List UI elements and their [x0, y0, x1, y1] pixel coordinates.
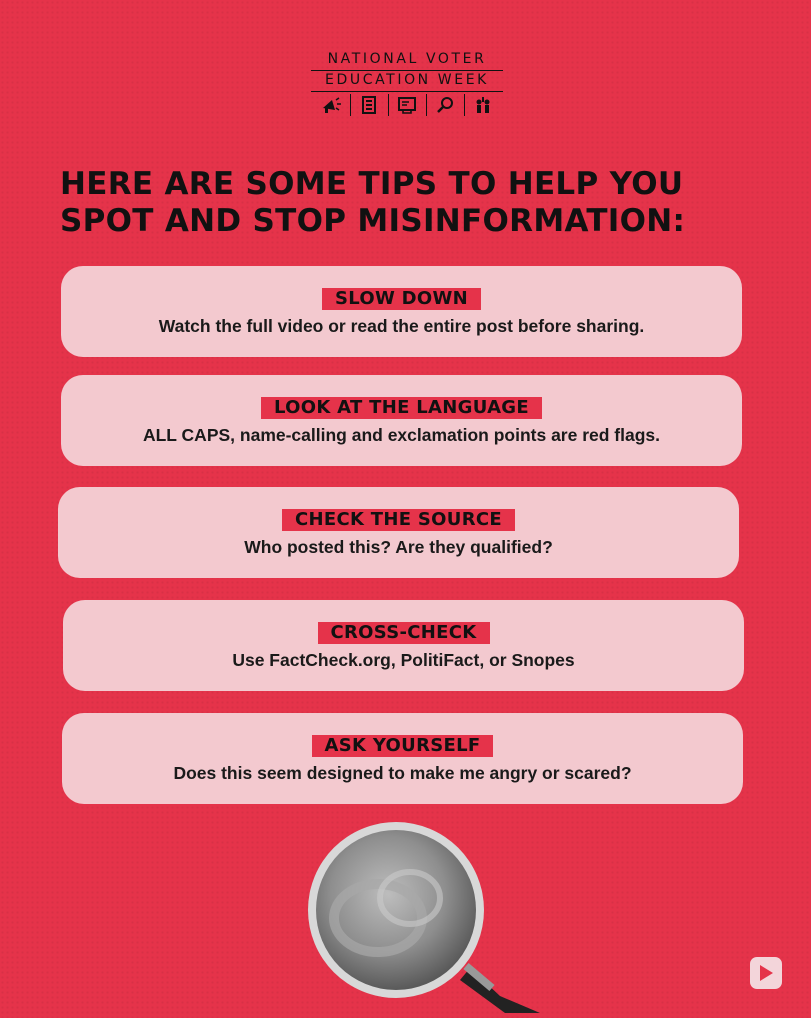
tip-text: Watch the full video or read the entire post before sharing.: [158, 316, 645, 336]
tip-title: LOOK AT THE LANGUAGE: [261, 397, 542, 419]
megaphone-icon: [313, 94, 351, 116]
people-icon: [465, 94, 502, 116]
magnifying-glass-icon: [300, 818, 560, 1018]
headline: HERE ARE SOME TIPS TO HELP YOU SPOT AND STOP MISINFORMATION:: [60, 166, 686, 239]
tip-card-check-source: [58, 487, 739, 578]
tip-text: Use FactCheck.org, PolitiFact, or Snopes: [232, 650, 575, 670]
checklist-icon: [351, 94, 389, 116]
logo-icon-row: [311, 94, 503, 116]
tip-title: SLOW DOWN: [322, 288, 481, 310]
tip-text: Does this seem designed to make me angry or scared?: [173, 763, 632, 783]
tip-text: Who posted this? Are they qualified?: [244, 537, 553, 557]
tip-title: ASK YOURSELF: [312, 735, 494, 757]
tip-card-slow-down: [61, 266, 742, 357]
tip-card-look-at-language: [61, 375, 742, 466]
tip-card-ask-yourself: [62, 713, 743, 804]
tip-text: ALL CAPS, name-calling and exclamation points are red flags.: [142, 425, 661, 445]
ballot-icon: [389, 94, 427, 116]
logo-line-1: NATIONAL VOTER: [311, 50, 503, 71]
tip-card-cross-check: [63, 600, 744, 691]
tip-title: CROSS-CHECK: [318, 622, 490, 644]
nvew-logo: [311, 50, 503, 116]
tip-title: CHECK THE SOURCE: [282, 509, 515, 531]
logo-line-2: EDUCATION WEEK: [311, 71, 503, 92]
play-button[interactable]: [750, 957, 782, 989]
play-icon: [758, 964, 774, 982]
magnifier-icon: [427, 94, 465, 116]
